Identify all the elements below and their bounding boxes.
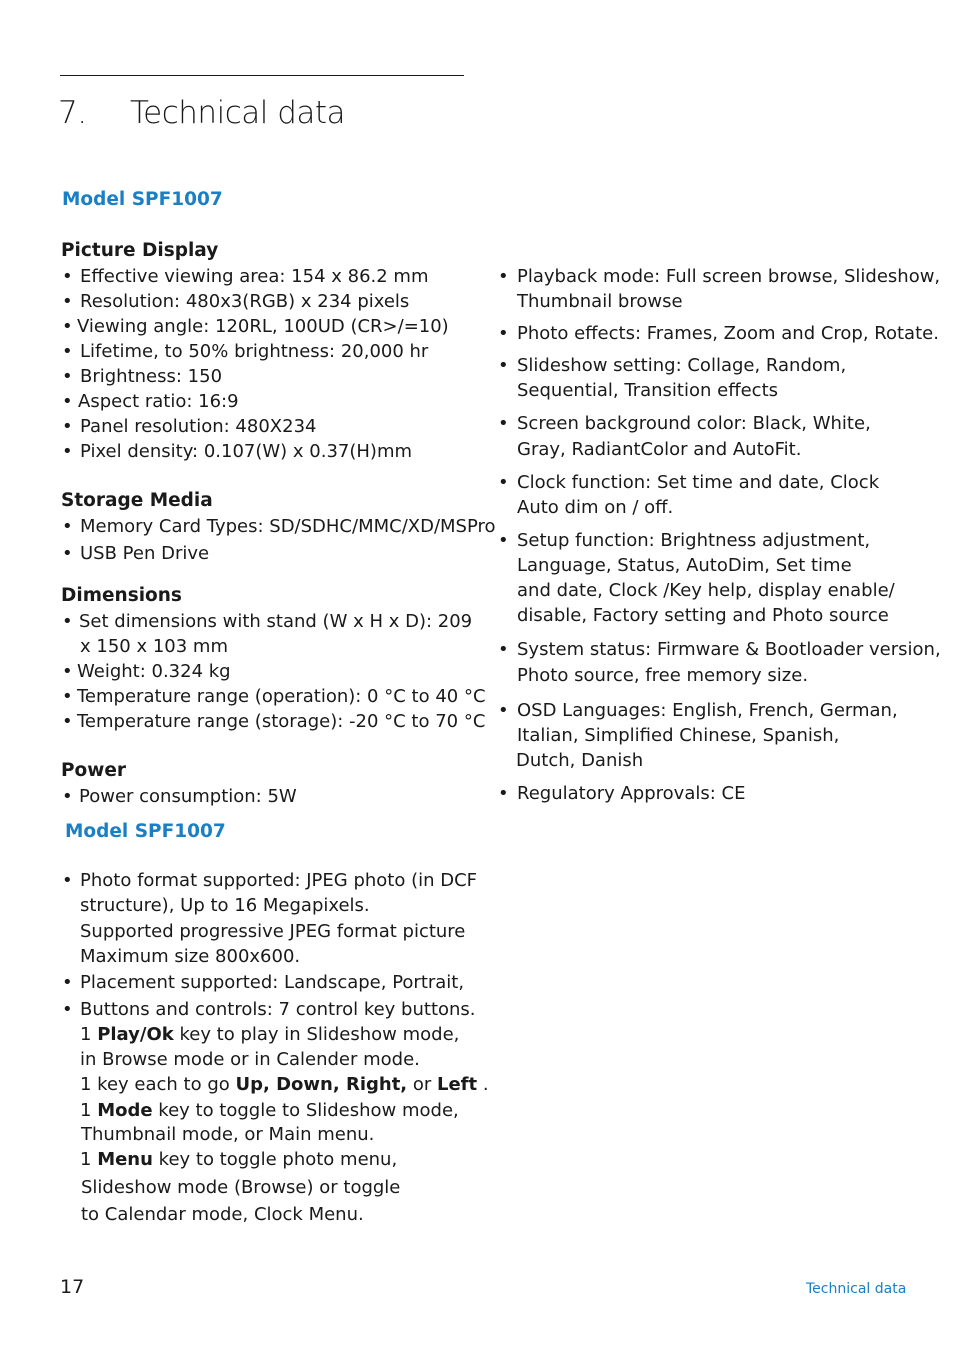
right-item-line: Setup function: Brightness adjustment,	[517, 530, 871, 551]
menu-key-line-2: Slideshow mode (Browse) or toggle	[81, 1177, 401, 1198]
play-key-name: Play/Ok	[97, 1024, 174, 1045]
dimensions-item: Temperature range (storage): -20 °C to 70 °C	[77, 711, 486, 732]
bullet: •	[62, 972, 73, 993]
right-item-line: Regulatory Approvals: CE	[517, 783, 746, 804]
play-key-desc: key to play in Slideshow mode,	[173, 1024, 460, 1045]
menu-key-line	[80, 1147, 397, 1172]
bullet: •	[498, 700, 509, 721]
bullet: •	[62, 543, 73, 564]
bullet: •	[62, 291, 73, 312]
direction-keys-names: Up, Down, Right,	[235, 1074, 408, 1095]
bullet: •	[498, 323, 509, 344]
bullet: •	[498, 530, 509, 551]
mode-key-name: Mode	[97, 1100, 153, 1121]
right-item-line: Clock function: Set time and date, Clock	[517, 472, 880, 493]
bullet: •	[498, 639, 509, 660]
bullet: •	[498, 355, 509, 376]
right-item-line: Photo effects: Frames, Zoom and Crop, Rotate.	[517, 323, 939, 344]
bullet: •	[62, 686, 73, 707]
storage-media-item: Memory Card Types: SD/SDHC/MMC/XD/MSPro	[80, 516, 496, 537]
right-item-line: Auto dim on / off.	[517, 497, 674, 518]
right-item-line: Language, Status, AutoDim, Set time	[517, 555, 852, 576]
dimensions-item: Weight: 0.324 kg	[77, 661, 231, 682]
bullet: •	[62, 416, 73, 437]
bullet: •	[62, 341, 73, 362]
left-key-name: Left	[437, 1074, 478, 1095]
dimensions-item: Set dimensions with stand (W x H x D): 209	[79, 611, 473, 632]
right-item-line: Playback mode: Full screen browse, Slideshow,	[517, 266, 941, 287]
menu-key-desc: key to toggle photo menu,	[152, 1149, 398, 1170]
bullet: •	[62, 316, 73, 337]
power-item: Power consumption: 5W	[79, 786, 297, 807]
right-item-line: and date, Clock /Key help, display enable/	[517, 580, 895, 601]
dimensions-item: x 150 x 103 mm	[80, 636, 228, 657]
right-item-line: disable, Factory setting and Photo source	[517, 605, 889, 626]
dimensions-heading: Dimensions	[61, 585, 182, 606]
picture-display-item: Effective viewing area: 154 x 86.2 mm	[80, 266, 429, 287]
bullet: •	[62, 786, 73, 807]
picture-display-item: Resolution: 480x3(RGB) x 234 pixels	[80, 291, 410, 312]
right-item-line: Gray, RadiantColor and AutoFit.	[517, 439, 802, 460]
right-item-line: Sequential, Transition effects	[517, 380, 778, 401]
bullet: •	[62, 661, 73, 682]
header-rule	[60, 75, 464, 76]
menu-key-prefix: 1	[80, 1149, 98, 1170]
right-item-line: OSD Languages: English, French, German,	[517, 700, 898, 721]
right-item-line: Slideshow setting: Collage, Random,	[517, 355, 847, 376]
direction-keys-or: or	[407, 1074, 437, 1095]
picture-display-heading: Picture Display	[61, 240, 219, 261]
bullet: •	[498, 472, 509, 493]
right-item-line: Italian, Simplified Chinese, Spanish,	[517, 725, 840, 746]
right-item-line: System status: Firmware & Bootloader version,	[517, 639, 941, 660]
model-label: Model SPF1007	[62, 189, 223, 210]
photo-format-line: Supported progressive JPEG format picture	[80, 921, 466, 942]
photo-format-line: Maximum size 800x600.	[80, 946, 301, 967]
bullet: •	[62, 516, 73, 537]
mode-key-prefix: 1	[80, 1100, 98, 1121]
chapter-number: 7.	[58, 95, 87, 131]
menu-key-name: Menu	[97, 1149, 153, 1170]
bullet: •	[62, 366, 73, 387]
right-item-line: Screen background color: Black, White,	[517, 413, 871, 434]
model-label-2: Model SPF1007	[65, 821, 226, 842]
photo-format-line: Photo format supported: JPEG photo (in DCF	[80, 870, 478, 891]
footer-section-label: Technical data	[806, 1281, 907, 1297]
storage-media-heading: Storage Media	[61, 490, 213, 511]
mode-key-desc: key to toggle to Slideshow mode,	[152, 1100, 459, 1121]
right-item-line: Photo source, free memory size.	[517, 665, 809, 686]
play-key-line-2: in Browse mode or in Calender mode.	[80, 1049, 420, 1070]
bullet: •	[62, 391, 73, 412]
chapter-title: Technical data	[130, 95, 346, 131]
bullet: •	[62, 870, 73, 891]
menu-key-line-3: to Calendar mode, Clock Menu.	[81, 1204, 364, 1225]
bullet: •	[498, 413, 509, 434]
storage-media-item: USB Pen Drive	[80, 543, 210, 564]
picture-display-item: Panel resolution: 480X234	[80, 416, 317, 437]
power-heading: Power	[61, 760, 127, 781]
mode-key-line	[80, 1098, 459, 1123]
bullet: •	[62, 266, 73, 287]
bullet: •	[498, 266, 509, 287]
dimensions-item: Temperature range (operation): 0 °C to 40 °C	[77, 686, 486, 707]
mode-key-line-2: Thumbnail mode, or Main menu.	[81, 1124, 375, 1145]
direction-keys-line	[80, 1072, 489, 1097]
picture-display-item: Viewing angle: 120RL, 100UD (CR>/=10)	[77, 316, 449, 337]
picture-display-item: Pixel density: 0.107(W) x 0.37(H)mm	[80, 441, 413, 462]
bullet: •	[62, 711, 73, 732]
placement-line: Placement supported: Landscape, Portrait,	[80, 972, 465, 993]
direction-keys-prefix: 1 key each to go	[80, 1074, 236, 1095]
right-item-line: Thumbnail browse	[517, 291, 683, 312]
bullet: •	[62, 999, 73, 1020]
play-key-prefix: 1	[80, 1024, 98, 1045]
picture-display-item: Lifetime, to 50% brightness: 20,000 hr	[80, 341, 429, 362]
picture-display-item: Aspect ratio: 16:9	[78, 391, 239, 412]
bullet: •	[498, 783, 509, 804]
photo-format-line: structure), Up to 16 Megapixels.	[80, 895, 370, 916]
direction-keys-end: .	[477, 1074, 489, 1095]
picture-display-item: Brightness: 150	[80, 366, 223, 387]
page-number: 17	[60, 1276, 85, 1298]
play-key-line	[80, 1022, 459, 1047]
buttons-intro-line: Buttons and controls: 7 control key buttons.	[80, 999, 476, 1020]
bullet: •	[62, 441, 73, 462]
right-item-line: Dutch, Danish	[516, 750, 644, 771]
bullet: •	[62, 611, 73, 632]
